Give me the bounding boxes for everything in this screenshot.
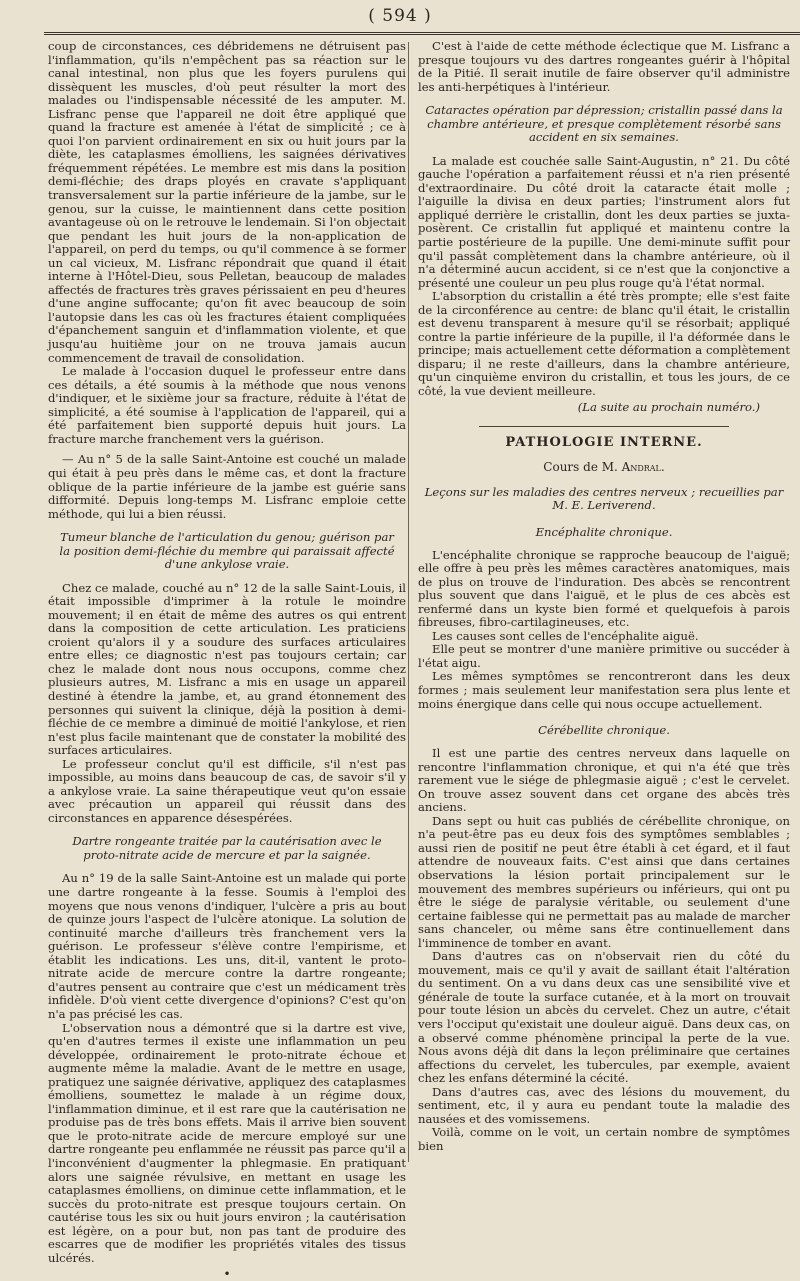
left-paragraph-7: L'observation nous a démontré que si la dartre est vive, qu'en d'autres termes il existe une inflammation un peu développée, ordinairement le proto-nitrate échoue et augmente même la maladie. Avant de le mettre en usage, pratiquez une saignée dérivative, appliquez des cataplasmes émolliens, soumettez le malade à un régime doux, l'inflammation diminue, et il est rare que la cautérisation ne produise pas de très bons effets. Mais il arrive bien souvent que le proto-nitrate acide de mercure employé sur une dartre rongeante peu enflammée ne réussit pas parce qu'il a l'inconvénient d'augmenter la phlegmasie. En pratiquant alors une saignée révulsive, en mettant en usage les cataplasmes émolliens, on diminue cette inflammation, et le succès du proto-nitrate est presque toujours certain. On cautérise tous les six ou huit jours environ ; la cautérisation est légère, on a pour but, non pas tant de produire des escarres que de modifier les propriétés vitales des tissus ulcérés.: [48, 1020, 406, 1265]
course-line: [418, 460, 790, 474]
right-paragraph-9: Dans sept ou huit cas publiés de cérébellite chronique, on n'a peut-être pas eu deux fois des symptômes semblables ; aussi rien de positif ne peut être établi à cet égard, et il faut attendre de nouveaux faits. C'est ainsi que dans certaines observations la lésion portait principalement sur le mouvement des membres supérieurs ou inférieurs, qui ont pu être le siége de paralysie véritable, ou seulement d'une certaine faiblesse qui ne permettait pas au malade de marcher sans chanceler, ou même sans être continuellement dans l'imminence de tomber en avant.: [418, 813, 790, 950]
left-paragraph-2: Le malade à l'occasion duquel le professeur entre dans ces détails, a été soumis à la méthode que nous venons d'indiquer, et le sixième jour sa fracture, réduite à l'état de simplicité, a été soumise à l'application de l'appareil, qui a été parfaitement bien supporté depuis huit jours. La fracture marche franchement vers la guérison.: [48, 364, 406, 446]
section-divider: [479, 426, 729, 427]
course-prefix: Cours de M.: [543, 459, 618, 474]
header-rule: [44, 32, 800, 35]
right-paragraph-12: Voilà, comme on le voit, un certain nombre de symptômes bien: [418, 1125, 790, 1153]
left-paragraph-5: Le professeur conclut qu'il est difficile, s'il n'est pas impossible, au moins dans beaucoup de cas, de savoir s'il y a ankylose vraie. La saine thérapeutique veut qu'on essaie avec précaution un appareil qui réussit dans des circonstances en apparence désespérées.: [48, 756, 406, 825]
column-divider: [408, 42, 409, 1162]
heading-lecons: Leçons sur les maladies des centres nerveux ; recueillies par M. E. Leriverend.: [424, 484, 784, 513]
page-number: ( 594 ): [368, 6, 432, 26]
left-paragraph-3: — Au n° 5 de la salle Saint-Antoine est couché un malade qui était à peu près dans le même cas, et dont la fracture oblique de la partie inférieure de la jambe est guérie sans difformité. Depuis long-temps M. Lisfranc emploie cette méthode, qui lui a bien réussi.: [48, 452, 406, 521]
right-column: [418, 40, 790, 1164]
right-paragraph-7: Les mêmes symptômes se rencontreront dans les deux formes ; mais seulement leur manifestation sera plus lente et moins énergique dans celle qui nous occupe actuellement.: [418, 669, 790, 711]
heading-dartre-rongeante: Dartre rongeante traitée par la cautérisation avec le proto-nitrate acide de mercure et par la saignée.: [72, 834, 382, 862]
right-paragraph-5: Les causes sont celles de l'encéphalite aiguë.: [432, 628, 699, 643]
subheading-encephalite: Encéphalite chronique.: [535, 524, 673, 539]
left-column: [48, 39, 406, 1281]
right-paragraph-3: L'absorption du cristallin a été très prompte; elle s'est faite de la circonférence au centre: de blanc qu'il était, le cristallin est devenu transparent à mesure qu'il se résorbait; appliqué contre la partie inférieure de la pupille, il l'a déformée dans le principe; mais actuellement cette déformation a complètement disparu; il ne reste d'ailleurs, dans la chambre antérieure, qu'un cinquième environ du cristallin, et tous les jours, de ce côté, la vue devient meilleure.: [418, 289, 790, 398]
left-paragraph-6: Au n° 19 de la salle Saint-Antoine est un malade qui porte une dartre rongeante à la fesse. Soumis à l'emploi des moyens que nous venons d'indiquer, l'ulcère a pris au bout de quinze jours l'aspect de l'ulcère atonique. La solution de continuité marche d'ailleurs très franchement vers la guérison. Le professeur s'élève contre l'empirisme, et établit les indications. Les uns, dit-il, vantent le proto-nitrate acide de mercure contre la dartre rongeante; d'autres pensent au contraire que c'est un médicament très infidèle. D'où vient cette divergence d'opinions? C'est qu'on n'a pas précisé les cas.: [48, 871, 406, 1021]
right-paragraph-6: Elle peut se montrer d'une manière primitive ou succéder à l'état aigu.: [418, 642, 790, 670]
right-paragraph-11: Dans d'autres cas, avec des lésions du mouvement, du sentiment, etc, il y aura eu pendant toute la maladie des nausées et des vomissemens.: [418, 1084, 790, 1126]
subheading-cerebellite: Cérébellite chronique.: [538, 723, 670, 738]
right-paragraph-8: Il est une partie des centres nerveux dans laquelle on rencontre l'inflammation chronique, et qui n'a été que très rarement vue le siége de phlegmasie aiguë ; c'est le cervelet. On trouve assez souvent dans cet organe des abcès très anciens.: [418, 746, 790, 815]
right-paragraph-2: La malade est couchée salle Saint-Augustin, n° 21. Du côté gauche l'opération a parfaitement réussi et n'a rien présenté d'extraordinaire. Du côté droit la cataracte était molle ; l'aiguille la divisa en deux parties; l'instrument alors fut appliqué derrière le cristallin, dont les deux parties se juxta-posèrent. Ce cristallin fut appliqué et maintenu contre la partie postérieure de la pupille. Une demi-minute suffit pour qu'il passât complètement dans la chambre antérieure, où il n'a déterminé aucun accident, si ce n'est que la conjonctive a présenté une couleur un peu plus rouge qu'à l'état normal.: [418, 153, 790, 290]
right-paragraph-1: C'est à l'aide de cette méthode éclectique que M. Lisfranc a presque toujours vu des dartres rongeantes guérir à l'hôpital de la Pitié. Il serait inutile de faire observer qu'il administre les anti-herpétiques à l'intérieur.: [418, 39, 790, 94]
end-mark: •: [223, 1267, 231, 1281]
heading-tumeur-blanche: Tumeur blanche de l'articulation du genou; guérison par la position demi-fléchie du membre qui paraissait affecté d'une ankylose vraie.: [59, 530, 395, 572]
right-paragraph-10: Dans d'autres cas on n'observait rien du côté du mouvement, mais ce qu'il y avait de saillant était l'altération du sentiment. On a vu dans deux cas une sensibilité vive et générale de toute la surface cutanée, et à la mort on trouvait pour toute lésion un abcès du cervelet. Chez un autre, c'était vers l'occiput qu'existait une douleur aiguë. Dans deux cas, on a observé comme phénomène principal la perte de la vue. Nous avons déjà dit dans la leçon préliminaire que certaines affections du cervelet, les tubercules, par exemple, avaient chez les enfans déterminé la cécité.: [418, 949, 790, 1086]
section-title: PATHOLOGIE INTERNE.: [505, 434, 703, 450]
left-paragraph-4: Chez ce malade, couché au n° 12 de la salle Saint-Louis, il était impossible d'imprimer à la rotule le moindre mouvement; il en était de même des autres os qui entrent dans la composition de cette articulation. Les praticiens croient qu'alors il y a soudure des surfaces articulaires entre elles; ce diagnostic n'est pas toujours certain; car chez le malade dont nous nous occupons, comme chez plusieurs autres, M. Lisfranc a mis en usage un appareil destiné à étendre la jambe, et, au grand étonnement des personnes qui suivent la clinique, déjà la position à demi-fléchie de ce membre a diminué de moitié l'ankylose, et rien n'est plus facile maintenant que de constater la mobilité des surfaces articulaires.: [48, 580, 406, 758]
left-paragraph-1: coup de circonstances, ces débridemens ne détruisent pas l'inflammation, qu'ils n'empêchent pas sa réaction sur le canal intestinal, non plus que les foyers purulens qui dissèquent les muscles, d'où peut résulter la mort des malades ou l'indispensable nécessité de les amputer. M. Lisfranc pense que l'appareil ne doit être appliqué que quand la fracture est amenée à l'état de simplicité ; ce à quoi l'on parvient ordinairement en six ou huit jours par la diète, les cataplasmes émolliens, les saignées dérivatives fréquemment répétées. Le membre est mis dans la position demi-fléchie; des draps ployés en cravate s'appliquant transversalement sur la partie inférieure de la jambe, sur le genou, sur la cuisse, le maintiennent dans cette position avantageuse où on le retrouve le lendemain. Si l'on objectait que pendant les huit jours de la non-application de l'appareil, on perd du temps, ou qu'il commence à se former un cal vicieux, M. Lisfranc répondrait que quand il était interne à l'Hôtel-Dieu, sous Pelletan, beaucoup de malades affectés de fractures très graves périssaient en peu d'heures d'une angine suffocante; qu'on fit avec beaucoup de soin l'autopsie dans les cas où les fractures étaient compliquées d'épanchement sanguin et d'inflammation violente, et que jusqu'au huitième jour on ne trouva jamais aucun commencement de travail de consolidation.: [48, 39, 406, 365]
suite-note: (La suite au prochain numéro.): [577, 399, 760, 414]
heading-cataractes: Cataractes opération par dépression; cristallin passé dans la chambre antérieure, et presque complètement résorbé sans accident en six semaines.: [425, 103, 783, 145]
course-professor: Andral.: [621, 459, 665, 474]
right-paragraph-4: L'encéphalite chronique se rapproche beaucoup de l'aiguë; elle offre à peu près les mêmes caractères anatomiques, mais de plus on trouve de l'induration. Des abcès se rencontrent plus souvent que dans l'aiguë, et le plus de ces abcès est renfermé dans un kyste bien formé et quelquefois à parois fibreuses, fibro-cartilagineuses, etc.: [418, 547, 790, 630]
